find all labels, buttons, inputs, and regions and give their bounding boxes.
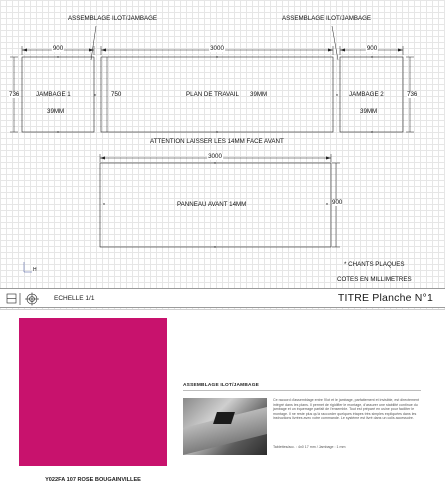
dim-top-width: 3000	[210, 45, 224, 52]
color-swatch	[19, 318, 167, 466]
info-description: Ce raccord d'assemblage entre l'îlot et le jambage, parfaitement et invisible, est directement intégré dans les plans. Il permet de rigidifier le montage, d'assurer une stabilité continue du jambage et un équerrage parfait de l'ensemble. Tout est préparé en usine pour faciliter le montage. Il ne reste plus qu'à raccorder quelques étapes très simples expliquées dans les instructions livrées avec votre commande. Le système est livré dans un colis accessoire.	[273, 398, 419, 421]
sheet-title: TITRE Planche N°1	[337, 292, 433, 304]
axis-label-h: H	[33, 267, 37, 273]
note-units: COTES EN MILLIMETRES	[337, 276, 412, 283]
dim-leg-right-width: 900	[366, 45, 378, 52]
swatch-caption: Y022FA 107 ROSE BOUGAINVILLEE	[45, 477, 141, 483]
assembly-photo	[183, 398, 267, 455]
projection-symbol-icon	[6, 292, 50, 306]
scale-label: ECHELLE 1/1	[54, 295, 95, 302]
leg-left-thickness: 39MM	[47, 108, 65, 115]
dim-panel-height: 900	[332, 199, 343, 206]
callout-right: ASSEMBLAGE ILOT/JAMBAGE	[282, 15, 372, 22]
info-divider	[183, 390, 421, 391]
leg-right-label: JAMBAGE 2	[349, 91, 384, 98]
front-panel-label: PANNEAU AVANT 14MM	[177, 201, 247, 208]
info-dimensions: Tablettes/acc. : 4x0 17 mm / Jambage : 1 mm	[273, 445, 346, 449]
front-warning: ATTENTION LAISSER LES 14MM FACE AVANT	[150, 138, 284, 145]
dim-leg-left-width: 900	[52, 45, 64, 52]
dim-leg-left-height: 736	[9, 91, 20, 98]
leg-left-label: JAMBAGE 1	[36, 91, 71, 98]
worktop-label: PLAN DE TRAVAIL	[186, 91, 239, 98]
dim-panel-width: 3000	[208, 153, 222, 160]
dim-top-height: 750	[111, 91, 122, 98]
worktop-thickness: 39MM	[250, 91, 268, 98]
assembly-info-card	[183, 383, 423, 458]
leg-right-thickness: 39MM	[360, 108, 378, 115]
note-edges: * CHANTS PLAQUES	[344, 261, 405, 268]
info-title: ASSEMBLAGE ILOT/JAMBAGE	[183, 383, 260, 388]
axis-indicator	[24, 262, 32, 272]
dim-leg-right-height: 736	[407, 91, 418, 98]
title-block	[0, 288, 445, 308]
callout-left: ASSEMBLAGE ILOT/JAMBAGE	[68, 15, 158, 22]
